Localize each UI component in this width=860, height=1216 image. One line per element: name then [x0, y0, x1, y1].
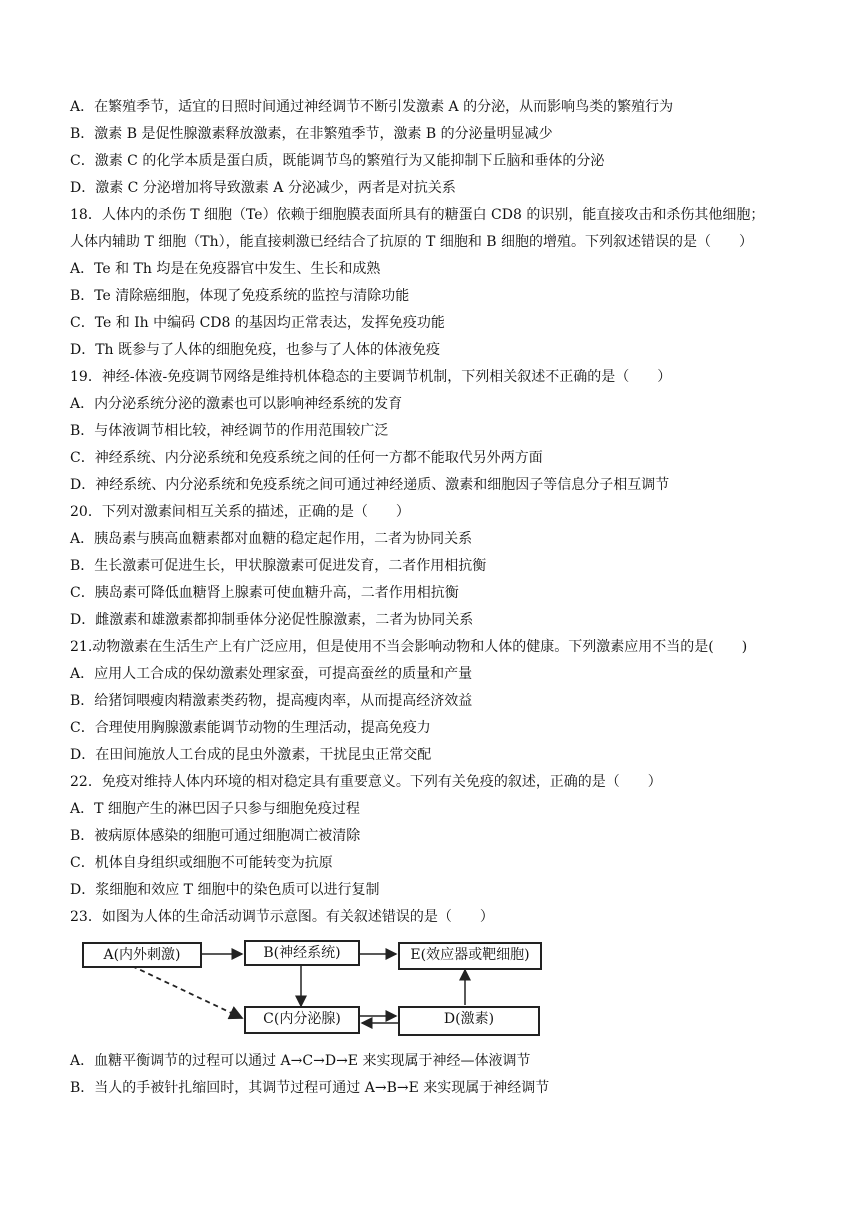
q22-option-c: C．机体自身组织或细胞不可能转变为抗原 — [70, 855, 333, 871]
q17-option-a: A．在繁殖季节，适宜的日照时间通过神经调节不断引发激素 A 的分泌，从而影响鸟类的繁殖行为 — [70, 99, 674, 115]
q18-stem-line1: 18．人体内的杀伤 T 细胞（Te）依赖于细胞膜表面所具有的糖蛋白 CD8 的识别，能直接攻击和杀伤其他细胞； — [70, 207, 765, 223]
box-c-endocrine-gland: C(内分泌腺) — [244, 1006, 360, 1034]
q21-option-c: C．合理使用胸腺激素能调节动物的生理活动，提高免疫力 — [70, 720, 431, 736]
q21-option-b: B．给猪饲喂瘦肉精激素类药物，提高瘦肉率，从而提高经济效益 — [70, 693, 473, 709]
q20-option-d: D．雌激素和雄激素都抑制垂体分泌促性腺激素，二者为协同关系 — [70, 612, 474, 628]
box-e-effector: E(效应器或靶细胞) — [398, 942, 542, 970]
q23-option-a: A．血糖平衡调节的过程可以通过 A→C→D→E 来实现属于神经—体液调节 — [70, 1053, 531, 1069]
q21-option-d: D．在田间施放人工台成的昆虫外激素，干扰昆虫正常交配 — [70, 747, 432, 763]
regulation-diagram — [70, 930, 550, 1042]
q23-stem: 23．如图为人体的生命活动调节示意图。有关叙述错误的是（ ） — [70, 909, 494, 925]
q20-option-a: A．胰岛素与胰高血糖素都对血糖的稳定起作用，二者为协同关系 — [70, 531, 473, 547]
box-a-stimulus: A(内外刺激) — [82, 942, 202, 968]
arrow-a-to-c-dashed — [132, 966, 242, 1018]
box-b-nervous-system: B(神经系统) — [244, 940, 360, 966]
q18-option-d: D．Th 既参与了人体的细胞免疫，也参与了人体的体液免疫 — [70, 342, 441, 358]
q17-option-d: D．激素 C 分泌增加将导致激素 A 分泌减少，两者是对抗关系 — [70, 180, 456, 196]
box-d-hormone: D(激素) — [398, 1006, 540, 1036]
q19-option-d: D．神经系统、内分泌系统和免疫系统之间可通过神经递质、激素和细胞因子等信息分子相互调节 — [70, 477, 670, 493]
q22-option-a: A．T 细胞产生的淋巴因子只参与细胞免疫过程 — [70, 801, 360, 817]
q22-option-d: D．浆细胞和效应 T 细胞中的染色质可以进行复制 — [70, 882, 380, 898]
q23-option-b: B．当人的手被针扎缩回时，其调节过程可通过 A→B→E 来实现属于神经调节 — [70, 1080, 550, 1096]
q22-stem: 22．免疫对维持人体内环境的相对稳定具有重要意义。下列有关免疫的叙述，正确的是（ ） — [70, 774, 662, 790]
q17-option-c: C．激素 C 的化学本质是蛋白质，既能调节鸟的繁殖行为又能抑制下丘脑和垂体的分泌 — [70, 153, 605, 169]
q21-option-a: A．应用人工合成的保幼激素处理家蚕，可提高蚕丝的质量和产量 — [70, 666, 473, 682]
q20-option-c: C．胰岛素可降低血糖肾上腺素可使血糖升高，二者作用相抗衡 — [70, 585, 459, 601]
q18-option-c: C．Te 和 Ih 中编码 CD8 的基因均正常表达，发挥免疫功能 — [70, 315, 445, 331]
q19-option-b: B．与体液调节相比较，神经调节的作用范围较广泛 — [70, 423, 389, 439]
q18-option-b: B．Te 清除癌细胞，体现了免疫系统的监控与清除功能 — [70, 288, 410, 304]
q21-stem: 21.动物激素在生活生产上有广泛应用，但是使用不当会影响动物和人体的健康。下列激素应用不当的是( ) — [70, 639, 748, 655]
q17-option-b: B．激素 B 是促性腺激素释放激素，在非繁殖季节，激素 B 的分泌量明显减少 — [70, 126, 553, 142]
q18-stem-line2: 人体内辅助 T 细胞（Th），能直接刺激已经结合了抗原的 T 细胞和 B 细胞的增殖。下列叙述错误的是（ ） — [70, 234, 754, 250]
q20-stem: 20．下列对激素间相互关系的描述，正确的是（ ） — [70, 504, 410, 520]
q18-option-a: A．Te 和 Th 均是在免疫器官中发生、生长和成熟 — [70, 261, 381, 277]
q20-option-b: B．生长激素可促进生长，甲状腺激素可促进发育，二者作用相抗衡 — [70, 558, 487, 574]
q19-stem: 19．神经-体液-免疫调节网络是维持机体稳态的主要调节机制，下列相关叙述不正确的是（ ） — [70, 369, 672, 385]
q22-option-b: B．被病原体感染的细胞可通过细胞凋亡被清除 — [70, 828, 361, 844]
q19-option-c: C．神经系统、内分泌系统和免疫系统之间的任何一方都不能取代另外两方面 — [70, 450, 543, 466]
q19-option-a: A．内分泌系统分泌的激素也可以影响神经系统的发育 — [70, 396, 403, 412]
